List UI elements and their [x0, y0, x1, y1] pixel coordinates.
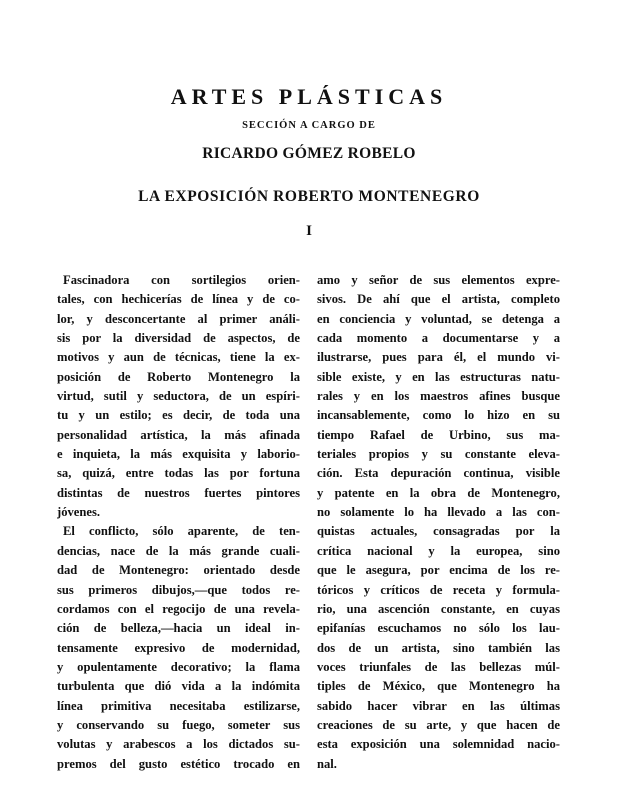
right-column-text-line: tiples de México, que Montenegro ha — [317, 679, 560, 694]
right-text-column — [317, 271, 560, 774]
right-column-text-line: rio, una ascención constante, en cuyas — [317, 601, 560, 616]
right-column-text-line: que le asegura, por encima de los re- — [317, 563, 560, 578]
left-column-text-line: El conflicto, sólo aparente, de ten- — [63, 524, 300, 539]
left-column-text-line: y conservando su fuego, someter sus — [57, 717, 300, 732]
left-column-text-line: línea primitiva necesitaba estilizarse, — [57, 698, 300, 713]
right-column-text-line: sivos. De ahí que el artista, completo — [317, 292, 560, 307]
right-column-text-line: tiempo Rafael de Urbino, sus ma- — [317, 427, 560, 442]
left-column-text-line: volutas y arabescos a los dictados su- — [57, 737, 300, 752]
right-column-text-line: en conciencia y voluntad, se detenga a — [317, 311, 560, 326]
left-column-text-line: premos del gusto estético trocado en — [57, 756, 300, 771]
left-column-text-line: motivos y aun de técnicas, tiene la ex- — [57, 350, 300, 365]
left-column-text-line: tales, con hechicerías de línea y de co- — [57, 292, 300, 307]
right-column-text-line: epifanías escuchamos no sólo los lau- — [317, 621, 560, 636]
left-column-text-line: tensamente expresivo de modernidad, — [57, 640, 300, 655]
section-subtitle: SECCIÓN A CARGO DE — [242, 120, 376, 131]
left-column-text-line: sa, quizá, entre todas las por fortuna — [57, 466, 300, 481]
right-column-text-line: teriales propios y su constante eleva- — [317, 447, 560, 462]
right-column-text-line: incansablemente, como lo hizo en su — [317, 408, 560, 423]
left-column-text-line: sus primeros dibujos,—que todos re- — [57, 582, 300, 597]
section-title: ARTES PLÁSTICAS — [170, 84, 448, 109]
right-column-text-line: sabido hacer vibrar en las últimas — [317, 698, 560, 713]
left-column-text-line: y opulentamente decorativo; la flama — [57, 659, 300, 674]
left-column-text-line: distintas de nuestros fuertes pintores — [57, 485, 300, 500]
left-column-text-line: virtud, sutil y seductora, de un espíri- — [57, 389, 300, 404]
left-column-text-line: dencias, nace de la más grande cuali- — [57, 543, 300, 558]
article-section-number: I — [306, 223, 312, 239]
section-author: RICARDO GÓMEZ ROBELO — [202, 145, 416, 162]
right-column-text-line: cada momento a documentarse y a — [317, 331, 560, 346]
right-column-text-line: ilustrarse, pues para él, el mundo vi- — [317, 350, 560, 365]
left-text-column — [57, 271, 300, 774]
right-column-text-line: nal. — [317, 756, 337, 771]
left-column-text-line: posición de Roberto Montenegro la — [57, 369, 300, 384]
right-column-text-line: rales y en los maestros afines busque — [317, 389, 560, 404]
left-column-text-line: tu y un estilo; es decir, de toda una — [57, 408, 300, 423]
left-column-text-line: personalidad artística, la más afinada — [57, 427, 300, 442]
right-column-text-line: amo y señor de sus elementos expre- — [317, 273, 560, 287]
right-column-text-line: creaciones de su arte, y que hacen de — [317, 717, 560, 732]
right-column-text-line: no solamente lo ha llevado a las con- — [317, 505, 560, 520]
right-column-text-line: crítica nacional y la europea, sino — [317, 543, 560, 558]
left-column-text-line: lor, y desconcertante al primer análi- — [57, 311, 300, 326]
left-column-text-line: cordamos con el regocijo de una revela- — [57, 601, 300, 616]
right-column-text-line: quistas actuales, consagradas por la — [317, 524, 560, 539]
right-column-text-line: sible existe, y en las estructuras natu- — [317, 369, 560, 384]
article-title: LA EXPOSICIÓN ROBERTO MONTENEGRO — [138, 188, 480, 205]
right-column-text-line: tóricos y críticos de receta y formula- — [317, 582, 560, 597]
right-column-text-line: y patente en la obra de Montenegro, — [317, 485, 560, 500]
right-column-text-line: ción. Esta depuración continua, visible — [317, 466, 560, 481]
left-column-text-line: sis por la diversidad de aspectos, de — [57, 331, 300, 346]
left-column-text-line: Fascinadora con sortilegios orien- — [63, 273, 300, 287]
left-column-text-line: ción de belleza,—hacia un ideal in- — [57, 621, 300, 636]
left-column-text-line: jóvenes. — [57, 505, 101, 520]
right-column-text-line: esta exposición una solemnidad nacio- — [317, 737, 560, 752]
left-column-text-line: turbulenta que dió vida a la indómita — [57, 679, 300, 694]
left-column-text-line: dad de Montenegro: orientado desde — [57, 563, 300, 578]
right-column-text-line: dos de un artista, sino también las — [317, 640, 560, 655]
right-column-text-line: voces triunfales de las bellezas múl- — [317, 659, 560, 674]
left-column-text-line: e inquieta, la más exquisita y laborio- — [57, 447, 300, 462]
